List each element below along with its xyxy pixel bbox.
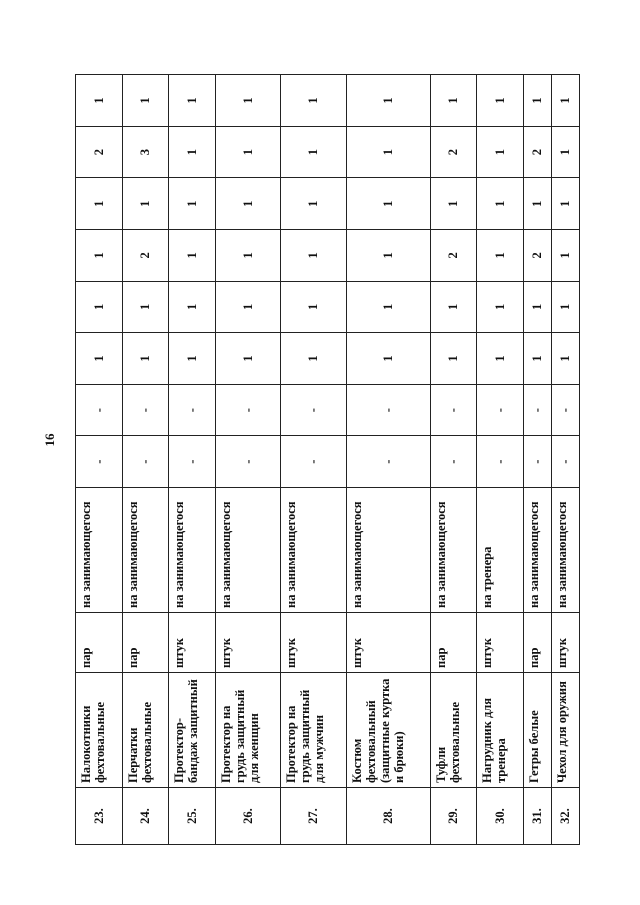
quantity-cell: 1 <box>551 333 579 385</box>
item-name: Налокотники фехтовальные <box>76 673 123 788</box>
quantity-cell: 1 <box>551 178 579 230</box>
quantity-cell: - <box>76 384 123 436</box>
quantity-cell: 1 <box>76 333 123 385</box>
quantity-cell: 1 <box>523 178 551 230</box>
quantity-cell: - <box>430 384 477 436</box>
quantity-cell: 1 <box>346 126 430 178</box>
unit-of-measure: штук <box>215 613 280 673</box>
table-row <box>477 75 524 845</box>
calculation-unit: на занимающегося <box>76 488 123 613</box>
row-number: 28. <box>346 788 430 845</box>
unit-of-measure: штук <box>346 613 430 673</box>
quantity-cell: 1 <box>76 178 123 230</box>
quantity-cell: 1 <box>169 75 216 127</box>
row-number: 32. <box>551 788 579 845</box>
unit-of-measure: пар <box>430 613 477 673</box>
unit-of-measure: пар <box>122 613 169 673</box>
quantity-cell: 1 <box>169 333 216 385</box>
quantity-cell: 1 <box>551 281 579 333</box>
quantity-cell: 1 <box>122 281 169 333</box>
quantity-cell: 1 <box>346 230 430 282</box>
item-name: Перчатки фехтовальные <box>122 673 169 788</box>
quantity-cell: 1 <box>477 230 524 282</box>
quantity-cell: 1 <box>281 281 346 333</box>
quantity-cell: 1 <box>477 281 524 333</box>
quantity-cell: - <box>551 384 579 436</box>
row-number: 26. <box>215 788 280 845</box>
quantity-cell: 1 <box>169 281 216 333</box>
quantity-cell: - <box>346 436 430 488</box>
row-number: 25. <box>169 788 216 845</box>
unit-of-measure: штук <box>281 613 346 673</box>
quantity-cell: - <box>523 384 551 436</box>
page-number: 16 <box>42 433 57 447</box>
quantity-cell: 1 <box>346 333 430 385</box>
quantity-cell: 2 <box>523 230 551 282</box>
quantity-cell: 1 <box>551 126 579 178</box>
quantity-cell: 1 <box>551 75 579 127</box>
item-name: Гетры белые <box>523 673 551 788</box>
quantity-cell: 1 <box>76 281 123 333</box>
quantity-cell: - <box>215 384 280 436</box>
quantity-cell: 1 <box>523 75 551 127</box>
table-row <box>346 75 430 845</box>
quantity-cell: 2 <box>76 126 123 178</box>
quantity-cell: 1 <box>215 178 280 230</box>
quantity-cell: 1 <box>169 126 216 178</box>
quantity-cell: - <box>281 384 346 436</box>
unit-of-measure: пар <box>523 613 551 673</box>
quantity-cell: - <box>346 384 430 436</box>
table-row <box>523 75 551 845</box>
table-row <box>281 75 346 845</box>
quantity-cell: - <box>477 384 524 436</box>
table-row <box>76 75 123 845</box>
quantity-cell: 1 <box>215 75 280 127</box>
item-name: Протектор-бандаж защитный <box>169 673 216 788</box>
item-name: Нагрудник для тренера <box>477 673 524 788</box>
unit-of-measure: штук <box>551 613 579 673</box>
table-body <box>76 75 580 845</box>
quantity-cell: 1 <box>477 333 524 385</box>
quantity-cell: - <box>122 384 169 436</box>
quantity-cell: 1 <box>430 178 477 230</box>
item-name: Протектор на грудь защитный для женщин <box>215 673 280 788</box>
quantity-cell: 1 <box>122 75 169 127</box>
calculation-unit: на занимающегося <box>523 488 551 613</box>
quantity-cell: - <box>430 436 477 488</box>
quantity-cell: 2 <box>430 230 477 282</box>
quantity-cell: 1 <box>215 230 280 282</box>
table-row <box>122 75 169 845</box>
calculation-unit: на занимающегося <box>122 488 169 613</box>
quantity-cell: 2 <box>122 230 169 282</box>
item-name: Костюм фехтовальный (защитные куртка и брюки) <box>346 673 430 788</box>
quantity-cell: 1 <box>122 178 169 230</box>
quantity-cell: 1 <box>76 75 123 127</box>
calculation-unit: на занимающегося <box>169 488 216 613</box>
item-name: Чехол для оружия <box>551 673 579 788</box>
row-number: 23. <box>76 788 123 845</box>
quantity-cell: 1 <box>430 333 477 385</box>
quantity-cell: 1 <box>477 75 524 127</box>
quantity-cell: 1 <box>215 281 280 333</box>
quantity-cell: 3 <box>122 126 169 178</box>
calculation-unit: на тренера <box>477 488 524 613</box>
quantity-cell: 1 <box>169 178 216 230</box>
row-number: 24. <box>122 788 169 845</box>
quantity-cell: - <box>551 436 579 488</box>
quantity-cell: - <box>169 384 216 436</box>
quantity-cell: 1 <box>430 281 477 333</box>
unit-of-measure: штук <box>477 613 524 673</box>
row-number: 31. <box>523 788 551 845</box>
equipment-table-rotated <box>75 75 580 845</box>
calculation-unit: на занимающегося <box>430 488 477 613</box>
quantity-cell: 2 <box>430 126 477 178</box>
quantity-cell: 1 <box>122 333 169 385</box>
row-number: 30. <box>477 788 524 845</box>
quantity-cell: 1 <box>551 230 579 282</box>
quantity-cell: 1 <box>346 75 430 127</box>
calculation-unit: на занимающегося <box>346 488 430 613</box>
quantity-cell: 1 <box>281 75 346 127</box>
equipment-table <box>75 74 580 845</box>
calculation-unit: на занимающегося <box>551 488 579 613</box>
table-row <box>551 75 579 845</box>
quantity-cell: 1 <box>169 230 216 282</box>
quantity-cell: 1 <box>215 333 280 385</box>
calculation-unit: на занимающегося <box>215 488 280 613</box>
quantity-cell: 2 <box>523 126 551 178</box>
quantity-cell: 1 <box>523 333 551 385</box>
quantity-cell: 1 <box>281 126 346 178</box>
quantity-cell: - <box>122 436 169 488</box>
quantity-cell: - <box>523 436 551 488</box>
item-name: Туфли фехтовальные <box>430 673 477 788</box>
item-name: Протектор на грудь защитный для мужчин <box>281 673 346 788</box>
quantity-cell: - <box>169 436 216 488</box>
table-row <box>430 75 477 845</box>
quantity-cell: 1 <box>76 230 123 282</box>
unit-of-measure: штук <box>169 613 216 673</box>
row-number: 29. <box>430 788 477 845</box>
table-row <box>169 75 216 845</box>
calculation-unit: на занимающегося <box>281 488 346 613</box>
table-row <box>215 75 280 845</box>
quantity-cell: - <box>477 436 524 488</box>
quantity-cell: 1 <box>523 281 551 333</box>
quantity-cell: 1 <box>281 178 346 230</box>
quantity-cell: 1 <box>477 126 524 178</box>
quantity-cell: 1 <box>430 75 477 127</box>
row-number: 27. <box>281 788 346 845</box>
quantity-cell: 1 <box>281 230 346 282</box>
unit-of-measure: пар <box>76 613 123 673</box>
quantity-cell: - <box>76 436 123 488</box>
quantity-cell: 1 <box>281 333 346 385</box>
quantity-cell: 1 <box>215 126 280 178</box>
quantity-cell: - <box>281 436 346 488</box>
quantity-cell: - <box>215 436 280 488</box>
quantity-cell: 1 <box>346 178 430 230</box>
quantity-cell: 1 <box>346 281 430 333</box>
quantity-cell: 1 <box>477 178 524 230</box>
